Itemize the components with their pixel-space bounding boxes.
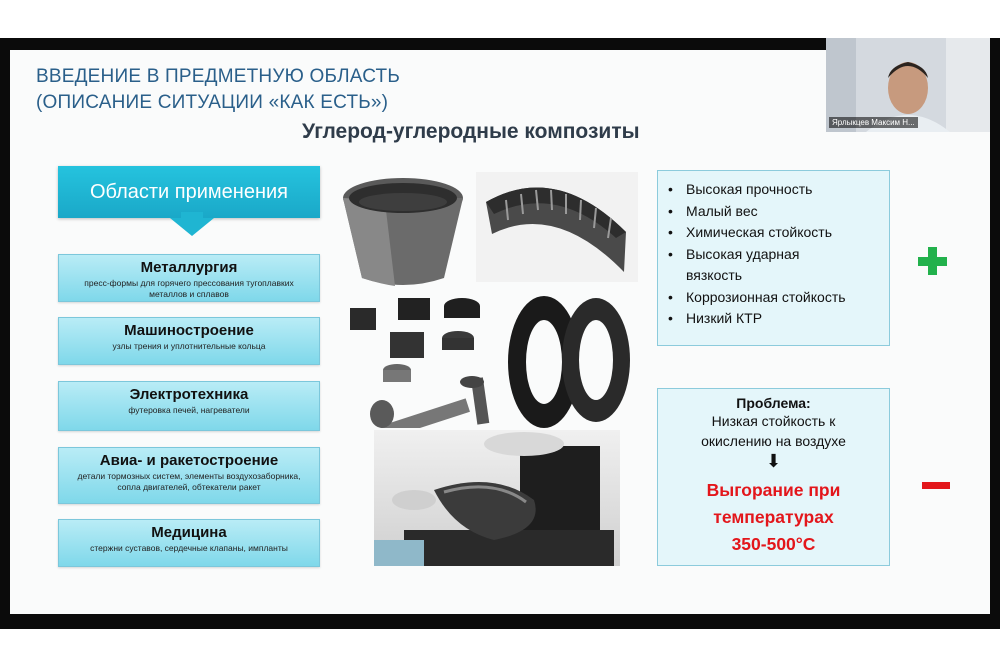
problem-box	[657, 388, 890, 566]
bullet: •	[668, 202, 673, 219]
bullet: •	[668, 310, 673, 326]
problem-consequence: Выгорание при температурах 350-500°C	[706, 480, 841, 554]
advantage-item: • Коррозионная стойкость	[668, 287, 879, 309]
application-title: Авиа- и ракетостроение	[99, 452, 279, 469]
advantage-item: • Химическая стойкость	[668, 222, 879, 244]
problem-title: Проблема:	[736, 395, 811, 411]
section-subheader: (ОПИСАНИЕ СИТУАЦИИ «КАК ЕСТЬ»)	[36, 92, 389, 113]
advantage-item: • Высокая прочность	[668, 179, 879, 201]
seal-rings-image	[502, 290, 632, 432]
advantage-item: • Высокая ударная	[668, 244, 879, 266]
application-desc: футеровка печей, нагреватели	[128, 405, 250, 415]
application-desc: стержни суставов, сердечные клапаны, импланты	[90, 543, 288, 553]
application-title: Металлургия	[140, 259, 238, 276]
application-card	[58, 447, 320, 504]
participant-video-tile[interactable]	[826, 38, 990, 132]
problem-line: Низкая стойкость к	[711, 413, 836, 429]
application-title: Электротехника	[129, 386, 249, 403]
plus-icon-bar	[918, 257, 947, 266]
participant-name: Ярлыкцев Максим Н...	[829, 117, 918, 128]
bullet: •	[668, 181, 673, 197]
application-title: Машиностроение	[124, 322, 254, 339]
bullet: •	[668, 288, 673, 305]
bullet: •	[668, 224, 673, 240]
application-card	[58, 317, 320, 365]
application-title: Медицина	[151, 524, 227, 541]
application-card	[58, 519, 320, 567]
presentation-slide	[10, 50, 990, 614]
advantage-item-continued: вязкость	[686, 267, 743, 283]
down-arrow-icon	[170, 218, 214, 236]
workshop-photo	[374, 430, 620, 566]
minus-icon	[922, 482, 950, 489]
application-card	[58, 254, 320, 302]
applications-heading: Области применения	[58, 166, 320, 218]
section-header: ВВЕДЕНИЕ В ПРЕДМЕТНУЮ ОБЛАСТЬ	[36, 66, 401, 87]
application-desc: пресс-формы для горячего прессования тугоплавких металлов и сплавов	[84, 278, 294, 299]
bullet: •	[668, 245, 673, 262]
down-arrow-icon: ⬇	[765, 451, 782, 471]
application-desc: узлы трения и уплотнительные кольца	[112, 341, 266, 351]
application-card	[58, 381, 320, 431]
problem-line: окислению на воздухе	[701, 433, 846, 449]
friction-disc-image	[476, 172, 638, 282]
application-desc: детали тормозных систем, элементы воздухозаборника, сопла двигателей, обтекатели ракет	[77, 471, 301, 492]
advantages-box	[657, 170, 890, 346]
crucible-image	[340, 174, 466, 292]
advantage-item: • Малый вес	[668, 201, 879, 223]
fasteners-image	[340, 290, 500, 428]
slide-title: Углерод-углеродные композиты	[302, 120, 640, 143]
advantage-item: • Низкий КТР	[668, 308, 879, 330]
